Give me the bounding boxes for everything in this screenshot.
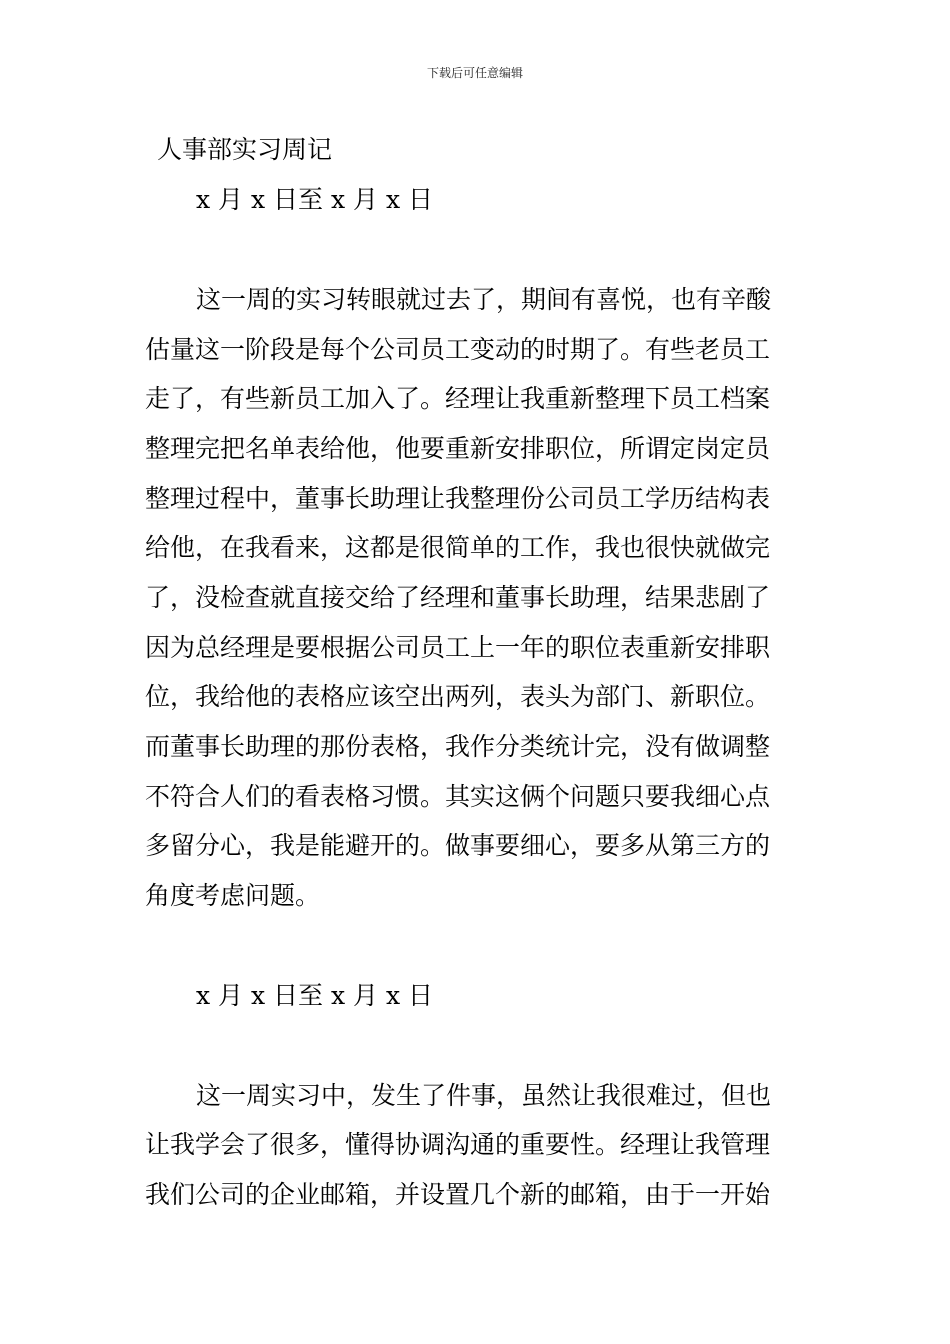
paragraph-line: 整理完把名单表给他，他要重新安排职位，所谓定岗定员 <box>145 434 771 463</box>
paragraph-line: 我们公司的企业邮箱，并设置几个新的邮箱，由于一开始 <box>145 1180 771 1209</box>
section-2-date: x 月 x 日至 x 月 x 日 <box>196 981 434 1010</box>
section-1-date: x 月 x 日至 x 月 x 日 <box>196 185 434 214</box>
paragraph-line: 让我学会了很多，懂得协调沟通的重要性。经理让我管理 <box>145 1130 771 1159</box>
paragraph-line: 多留分心，我是能避开的。做事要细心，要多从第三方的 <box>145 831 771 860</box>
paragraph-line: 位，我给他的表格应该空出两列，表头为部门、新职位。 <box>145 682 771 711</box>
paragraph-line: 因为总经理是要根据公司员工上一年的职位表重新安排职 <box>145 633 771 662</box>
paragraph-line: 这一周实习中，发生了件事，虽然让我很难过，但也 <box>196 1081 772 1110</box>
paragraph-line: 了，没检查就直接交给了经理和董事长助理，结果悲剧了 <box>145 583 771 612</box>
paragraph-line: 整理过程中，董事长助理让我整理份公司员工学历结构表 <box>145 484 771 513</box>
paragraph-line: 这一周的实习转眼就过去了，期间有喜悦，也有辛酸 <box>196 285 772 314</box>
paragraph-line: 而董事长助理的那份表格，我作分类统计完，没有做调整 <box>145 732 771 761</box>
paragraph-line: 给他，在我看来，这都是很简单的工作，我也很快就做完 <box>145 533 771 562</box>
paragraph-line: 估量这一阶段是每个公司员工变动的时期了。有些老员工 <box>145 335 771 364</box>
document-title: 人事部实习周记 <box>157 135 333 164</box>
paragraph-line: 不符合人们的看表格习惯。其实这俩个问题只要我细心点 <box>145 782 771 811</box>
page-header-note: 下载后可任意编辑 <box>426 66 523 80</box>
paragraph-line: 走了，有些新员工加入了。经理让我重新整理下员工档案 <box>145 384 771 413</box>
paragraph-line: 角度考虑问题。 <box>145 881 321 910</box>
